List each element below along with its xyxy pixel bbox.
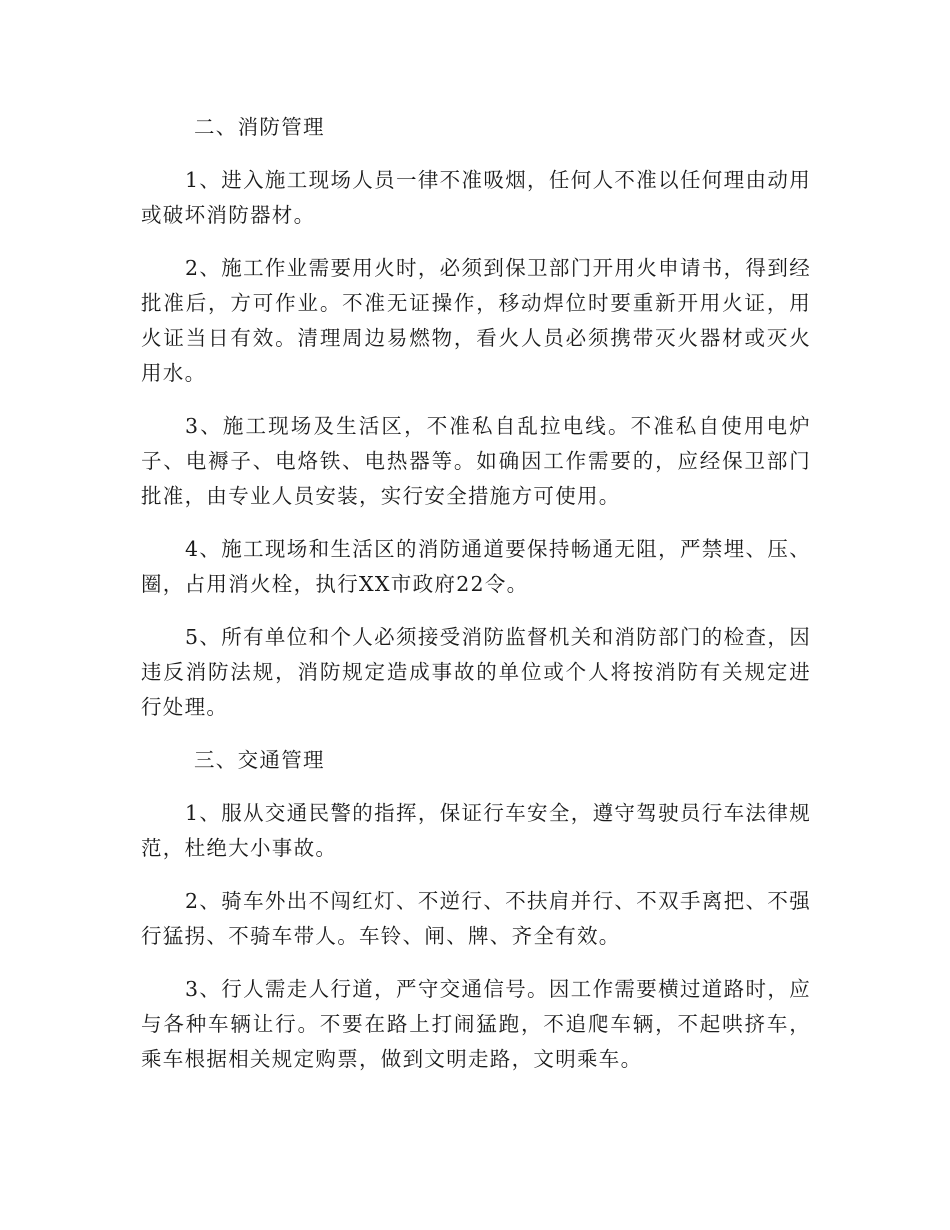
fire-paragraph-2: 2、施工作业需要用火时，必须到保卫部门开用火申请书，得到经批准后，方可作业。不准无证操作，移动焊位时要重新开用火证，用火证当日有效。清理周边易燃物，看火人员必须携带灭火器材或灭火用水。 <box>141 256 811 385</box>
traffic-paragraph-3: 3、行人需走人行道，严守交通信号。因工作需要横过道路时，应与各种车辆让行。不要在路上打闹猛跑，不追爬车辆，不起哄挤车，乘车根据相关规定购票，做到文明走路，文明乘车。 <box>141 977 811 1071</box>
fire-paragraph-4: 4、施工现场和生活区的消防通道要保持畅通无阻，严禁埋、压、圈，占用消火栓，执行XX市政府22令。 <box>141 537 811 596</box>
traffic-paragraph-1: 1、服从交通民警的指挥，保证行车安全，遵守驾驶员行车法律规范，杜绝大小事故。 <box>141 801 811 860</box>
fire-paragraph-5: 5、所有单位和个人必须接受消防监督机关和消防部门的检查，因违反消防法规，消防规定造成事故的单位或个人将按消防有关规定进行处理。 <box>141 625 811 719</box>
document-body <box>141 110 811 1095</box>
section-heading-fire: 二、消防管理 <box>194 115 325 139</box>
fire-paragraph-1: 1、进入施工现场人员一律不准吸烟，任何人不准以任何理由动用或破坏消防器材。 <box>141 168 811 227</box>
fire-paragraph-3: 3、施工现场及生活区，不准私自乱拉电线。不准私自使用电炉子、电褥子、电烙铁、电热器等。如确因工作需要的，应经保卫部门批准，由专业人员安装，实行安全措施方可使用。 <box>141 414 811 508</box>
traffic-paragraph-2: 2、骑车外出不闯红灯、不逆行、不扶肩并行、不双手离把、不强行猛拐、不骑车带人。车铃、闸、牌、齐全有效。 <box>141 889 811 948</box>
section-heading-traffic: 三、交通管理 <box>194 748 325 772</box>
